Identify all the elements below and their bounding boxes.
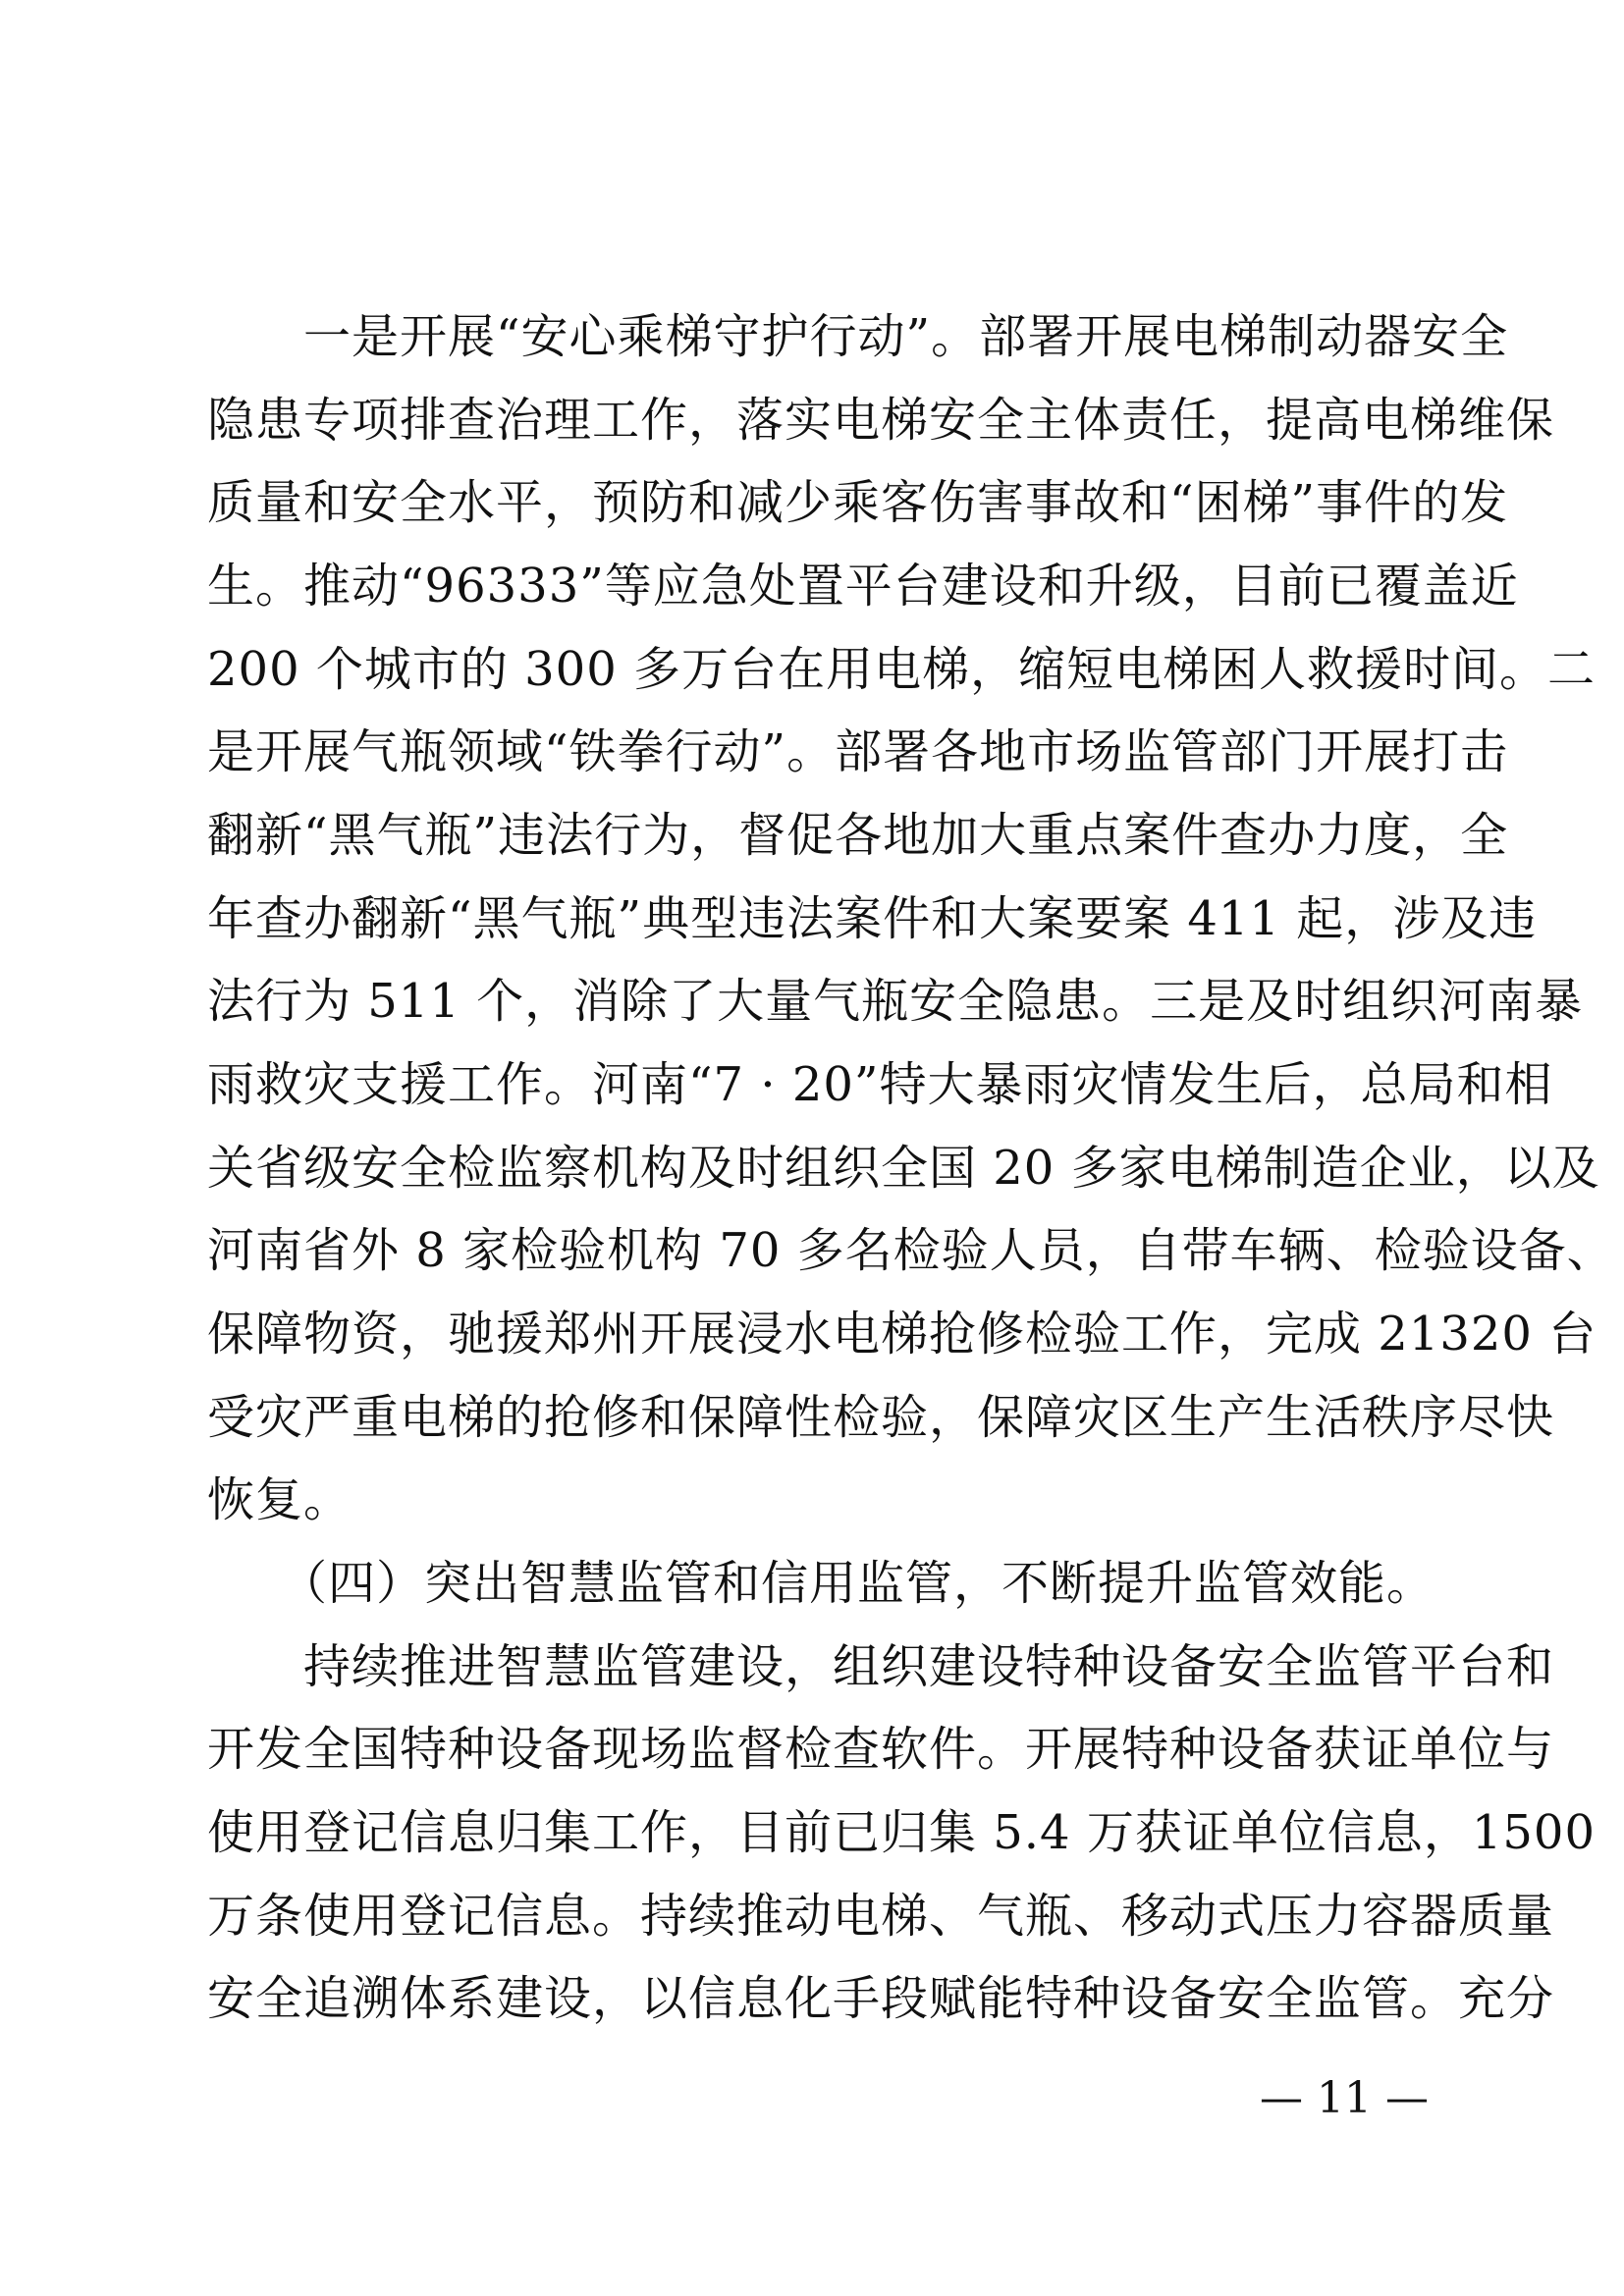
paragraph-line: 一是开展“安心乘梯守护行动”。部署开展电梯制动器安全 [207, 309, 1509, 364]
paragraph-line: 年查办翻新“黑气瓶”典型违法案件和大案要案 411 起，涉及违 [207, 891, 1538, 946]
paragraph-line: 是开展气瓶领域“铁拳行动”。部署各地市场监管部门开展打击 [207, 724, 1509, 779]
page-number: — 11 — [1260, 2073, 1429, 2123]
paragraph-line: 质量和安全水平，预防和减少乘客伤害事故和“困梯”事件的发 [207, 475, 1509, 530]
paragraph-line: 生。推动“96333”等应急处置平台建设和升级，目前已覆盖近 [207, 559, 1519, 614]
paragraph-line: 隐患专项排查治理工作，落实电梯安全主体责任，提高电梯维保 [207, 393, 1555, 448]
paragraph-line: 法行为 511 个，消除了大量气瓶安全隐患。三是及时组织河南暴 [207, 974, 1584, 1029]
paragraph-line: 保障物资，驰援郑州开展浸水电梯抢修检验工作，完成 21320 台 [207, 1307, 1597, 1362]
paragraph-line: 安全追溯体系建设，以信息化手段赋能特种设备安全监管。充分 [207, 1971, 1555, 2026]
section-heading: （四）突出智慧监管和信用监管，不断提升监管效能。 [207, 1556, 1435, 1611]
paragraph-line: 开发全国特种设备现场监督检查软件。开展特种设备获证单位与 [207, 1722, 1555, 1777]
paragraph-line: 万条使用登记信息。持续推动电梯、气瓶、移动式压力容器质量 [207, 1889, 1555, 1944]
paragraph-line: 河南省外 8 家检验机构 70 多名检验人员，自带车辆、检验设备、 [207, 1223, 1615, 1278]
paragraph-line: 使用登记信息归集工作，目前已归集 5.4 万获证单位信息，1500 [207, 1805, 1597, 1860]
paragraph-line: 持续推进智慧监管建设，组织建设特种设备安全监管平台和 [207, 1639, 1555, 1694]
paragraph-line: 雨救灾支援工作。河南“7 · 20”特大暴雨灾情发生后，总局和相 [207, 1057, 1553, 1112]
paragraph-line: 受灾严重电梯的抢修和保障性检验，保障灾区生产生活秩序尽快 [207, 1390, 1555, 1445]
paragraph-line: 翻新“黑气瓶”违法行为，督促各地加大重点案件查办力度，全 [207, 808, 1509, 863]
paragraph-line: 关省级安全检监察机构及时组织全国 20 多家电梯制造企业，以及 [207, 1141, 1600, 1196]
paragraph-line: 200 个城市的 300 多万台在用电梯，缩短电梯困人救援时间。二 [207, 642, 1597, 697]
paragraph-line: 恢复。 [207, 1472, 352, 1527]
